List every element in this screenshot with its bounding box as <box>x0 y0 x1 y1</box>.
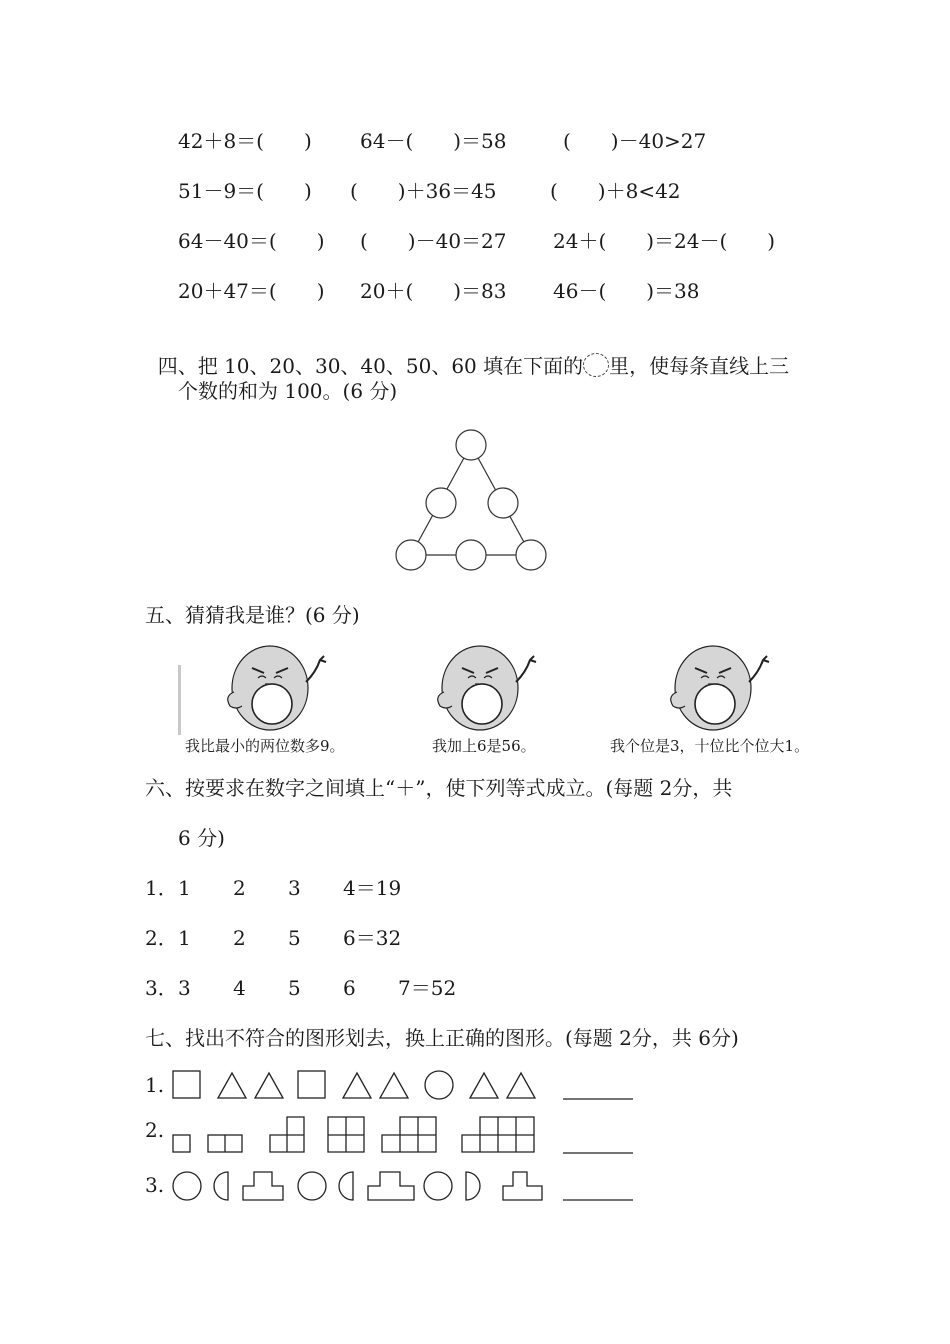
shape-triangle <box>218 1073 246 1098</box>
row3-label: 3. <box>145 1173 165 1197</box>
shape-circle <box>424 1172 452 1200</box>
section4-heading <box>145 329 789 378</box>
calc-r2-c3: ( )＋8<42 <box>550 179 681 203</box>
calc-r4-c3: 46－( )＝38 <box>553 279 700 303</box>
egg-character-3 <box>665 642 780 732</box>
blank-circle-bottom-left[interactable] <box>396 540 426 570</box>
shape-square <box>173 1071 200 1098</box>
item1-part4: 4＝19 <box>343 876 402 900</box>
item1-part2: 2 <box>233 876 246 900</box>
shape-circle <box>173 1172 201 1200</box>
blank-circle-mid-left[interactable] <box>426 488 456 518</box>
calc-r2-c2: ( )＋36＝45 <box>350 179 497 203</box>
shape-block-4 <box>328 1117 364 1152</box>
item1-part1: 1 <box>178 876 191 900</box>
egg-character-2 <box>432 642 547 732</box>
egg-character-1 <box>222 642 337 732</box>
blank-circle-bottom-right[interactable] <box>516 540 546 570</box>
caption-3: 我个位是3，十位比个位大1。 <box>610 737 810 755</box>
shape-block-5 <box>382 1117 436 1152</box>
shape-square <box>298 1071 325 1098</box>
caption-2: 我加上6是56。 <box>432 737 536 755</box>
item3-part4: 6 <box>343 976 356 1000</box>
item2-part4: 6＝32 <box>343 926 402 950</box>
item2-part1: 1 <box>178 926 191 950</box>
calc-r1-c3: ( )－40>27 <box>563 129 707 153</box>
section6-heading-line1: 六、按要求在数字之间填上“＋”，使下列等式成立。(每题 2分，共 <box>145 776 733 800</box>
calc-r3-c1: 64－40＝( ) <box>178 229 325 253</box>
item3-part2: 4 <box>233 976 246 1000</box>
shape-triangle <box>507 1073 535 1098</box>
shape-block-3 <box>270 1117 304 1152</box>
shape-circle <box>425 1071 453 1099</box>
shape-block-6 <box>462 1117 534 1152</box>
shape-triangle <box>380 1073 408 1098</box>
shape-half-circle <box>466 1172 480 1200</box>
shape-triangle <box>255 1073 283 1098</box>
shape-t-block <box>243 1172 283 1200</box>
shape-row-1 <box>170 1068 640 1108</box>
shape-row-2 <box>170 1110 640 1156</box>
section6-heading-line2: 6 分) <box>178 826 225 850</box>
row1-label: 1. <box>145 1073 165 1097</box>
calc-r1-c2: 64－( )＝58 <box>360 129 507 153</box>
shape-t-block <box>368 1172 414 1200</box>
section5-heading: 五、猜猜我是谁？(6 分) <box>145 603 360 627</box>
item3-part1: 3 <box>178 976 191 1000</box>
shape-block-1 <box>173 1135 190 1152</box>
item2-part3: 5 <box>288 926 301 950</box>
item3-number: 3． <box>145 976 178 1000</box>
calc-r3-c2: ( )－40＝27 <box>360 229 507 253</box>
calc-r1-c1: 42＋8＝( ) <box>178 129 312 153</box>
shape-half-circle <box>214 1172 228 1200</box>
calc-r4-c1: 20＋47＝( ) <box>178 279 325 303</box>
blank-circle-top[interactable] <box>456 430 486 460</box>
left-border-mark <box>178 665 181 735</box>
caption-1: 我比最小的两位数多9。 <box>185 737 345 755</box>
item3-part3: 5 <box>288 976 301 1000</box>
shape-half-circle <box>339 1172 353 1200</box>
number-triangle-diagram <box>390 425 555 575</box>
item2-number: 2． <box>145 926 178 950</box>
calc-r2-c1: 51－9＝( ) <box>178 179 312 203</box>
item2-part2: 2 <box>233 926 246 950</box>
row2-label: 2. <box>145 1118 165 1142</box>
section4-heading-part2: 里，使每条直线上三 <box>609 354 790 378</box>
section4-heading-part1: 四、把 10、20、30、40、50、60 填在下面的 <box>157 354 584 378</box>
blank-circle-mid-right[interactable] <box>488 488 518 518</box>
calc-r4-c2: 20＋( )＝83 <box>360 279 507 303</box>
calc-r3-c3: 24＋( )＝24－( ) <box>553 229 776 253</box>
inline-circle-icon <box>583 353 609 377</box>
shape-circle <box>298 1172 326 1200</box>
shape-triangle <box>343 1073 371 1098</box>
item1-number: 1． <box>145 876 178 900</box>
shape-triangle <box>470 1073 498 1098</box>
section7-heading: 七、找出不符合的图形划去，换上正确的图形。(每题 2分，共 6分) <box>145 1026 739 1050</box>
blank-circle-bottom-mid[interactable] <box>456 540 486 570</box>
item3-part5: 7＝52 <box>398 976 457 1000</box>
section4-heading-line2: 个数的和为 100。(6 分) <box>178 379 398 403</box>
shape-row-3 <box>170 1166 640 1206</box>
item1-part3: 3 <box>288 876 301 900</box>
shape-t-block <box>503 1172 542 1200</box>
